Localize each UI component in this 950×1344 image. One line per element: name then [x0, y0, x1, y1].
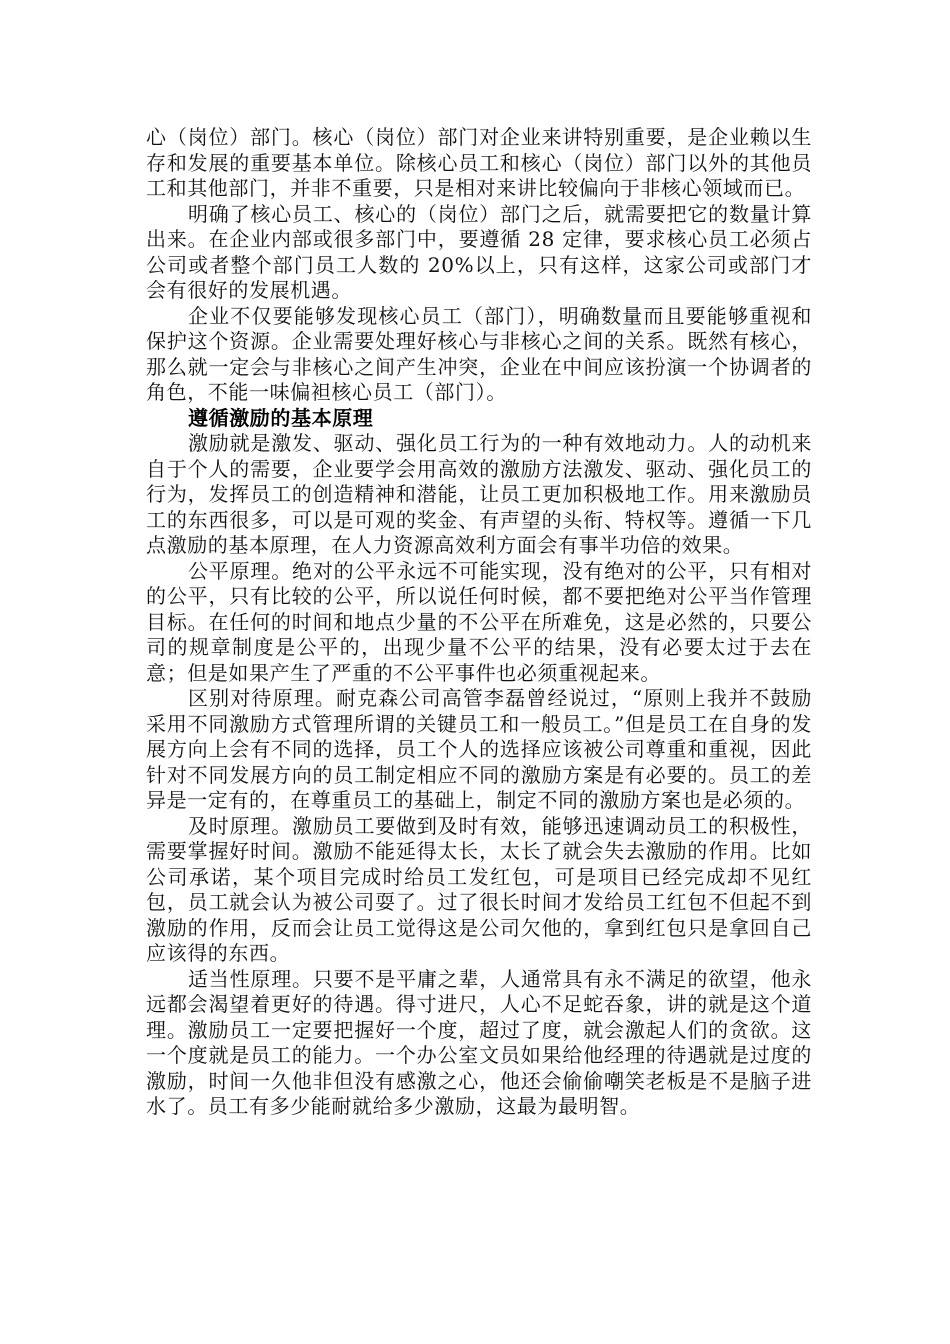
paragraph-core-departments: 心（岗位）部门。核心（岗位）部门对企业来讲特别重要，是企业赖以生存和发展的重要基本单位。除核心员工和核心（岗位）部门以外的其他员工和其他部门，并非不重要，只是相对来讲比较偏向于非核心领域而已。 — [146, 125, 812, 200]
section-heading-incentive-principles: 遵循激励的基本原理 — [188, 405, 374, 430]
document-body — [146, 125, 812, 1120]
paragraph-appropriateness-principle: 适当性原理。只要不是平庸之辈，人通常具有永不满足的欲望，他永远都会渴望着更好的待遇。得寸进尺，人心不足蛇吞象，讲的就是这个道理。激励员工一定要把握好一个度，超过了度，就会激起人们的贪欲。这一个度就是员工的能力。一个办公室文员如果给他经理的待遇就是过度的激励，时间一久他非但没有感激之心，他还会偷偷嘲笑老板是不是脑子进水了。员工有多少能耐就给多少激励，这最为最明智。 — [146, 966, 812, 1118]
paragraph-protect-resources: 企业不仅要能够发现核心员工（部门），明确数量而且要能够重视和保护这个资源。企业需要处理好核心与非核心之间的关系。既然有核心，那么就一定会与非核心之间产生冲突，企业在中间应该扮演一个协调者的角色，不能一味偏袒核心员工（部门）。 — [146, 303, 812, 404]
paragraph-fairness-principle: 公平原理。绝对的公平永远不可能实现，没有绝对的公平，只有相对的公平，只有比较的公平，所以说任何时候，都不要把绝对公平当作管理目标。在任何的时间和地点少量的不公平在所难免，这是必然的，只要公司的规章制度是公平的，出现少量不公平的结果，没有必要太过于去在意；但是如果产生了严重的不公平事件也必须重视起来。 — [146, 558, 812, 685]
paragraph-core-quantity: 明确了核心员工、核心的（岗位）部门之后，就需要把它的数量计算出来。在企业内部或很多部门中，要遵循 28 定律，要求核心员工必须占公司或者整个部门员工人数的 20%以上，只有这样，这家公司或部门才会有很好的发展机遇。 — [146, 201, 812, 302]
paragraph-incentive-definition: 激励就是激发、驱动、强化员工行为的一种有效地动力。人的动机来自于个人的需要，企业要学会用高效的激励方法激发、驱动、强化员工的行为，发挥员工的创造精神和潜能，让员工更加积极地工作。用来激励员工的东西很多，可以是可观的奖金、有声望的头衔、特权等。遵循一下几点激励的基本原理，在人力资源高效利方面会有事半功倍的效果。 — [146, 431, 812, 557]
paragraph-differentiation-principle: 区别对待原理。耐克森公司高管李磊曾经说过，“原则上我并不鼓励采用不同激励方式管理所谓的关键员工和一般员工。”但是员工在自身的发展方向上会有不同的选择，员工个人的选择应该被公司尊重和重视，因此针对不同发展方向的员工制定相应不同的激励方案是有必要的。员工的差异是一定有的，在尊重员工的基础上，制定不同的激励方案也是必须的。 — [146, 686, 812, 812]
paragraph-timeliness-principle: 及时原理。激励员工要做到及时有效，能够迅速调动员工的积极性，需要掌握好时间。激励不能延得太长，太长了就会失去激励的作用。比如公司承诺，某个项目完成时给员工发红包，可是项目已经完成却不见红包，员工就会认为被公司耍了。过了很长时间才发给员工红包不但起不到激励的作用，反而会让员工觉得这是公司欠他的，拿到红包只是拿回自己应该得的东西。 — [146, 813, 812, 965]
